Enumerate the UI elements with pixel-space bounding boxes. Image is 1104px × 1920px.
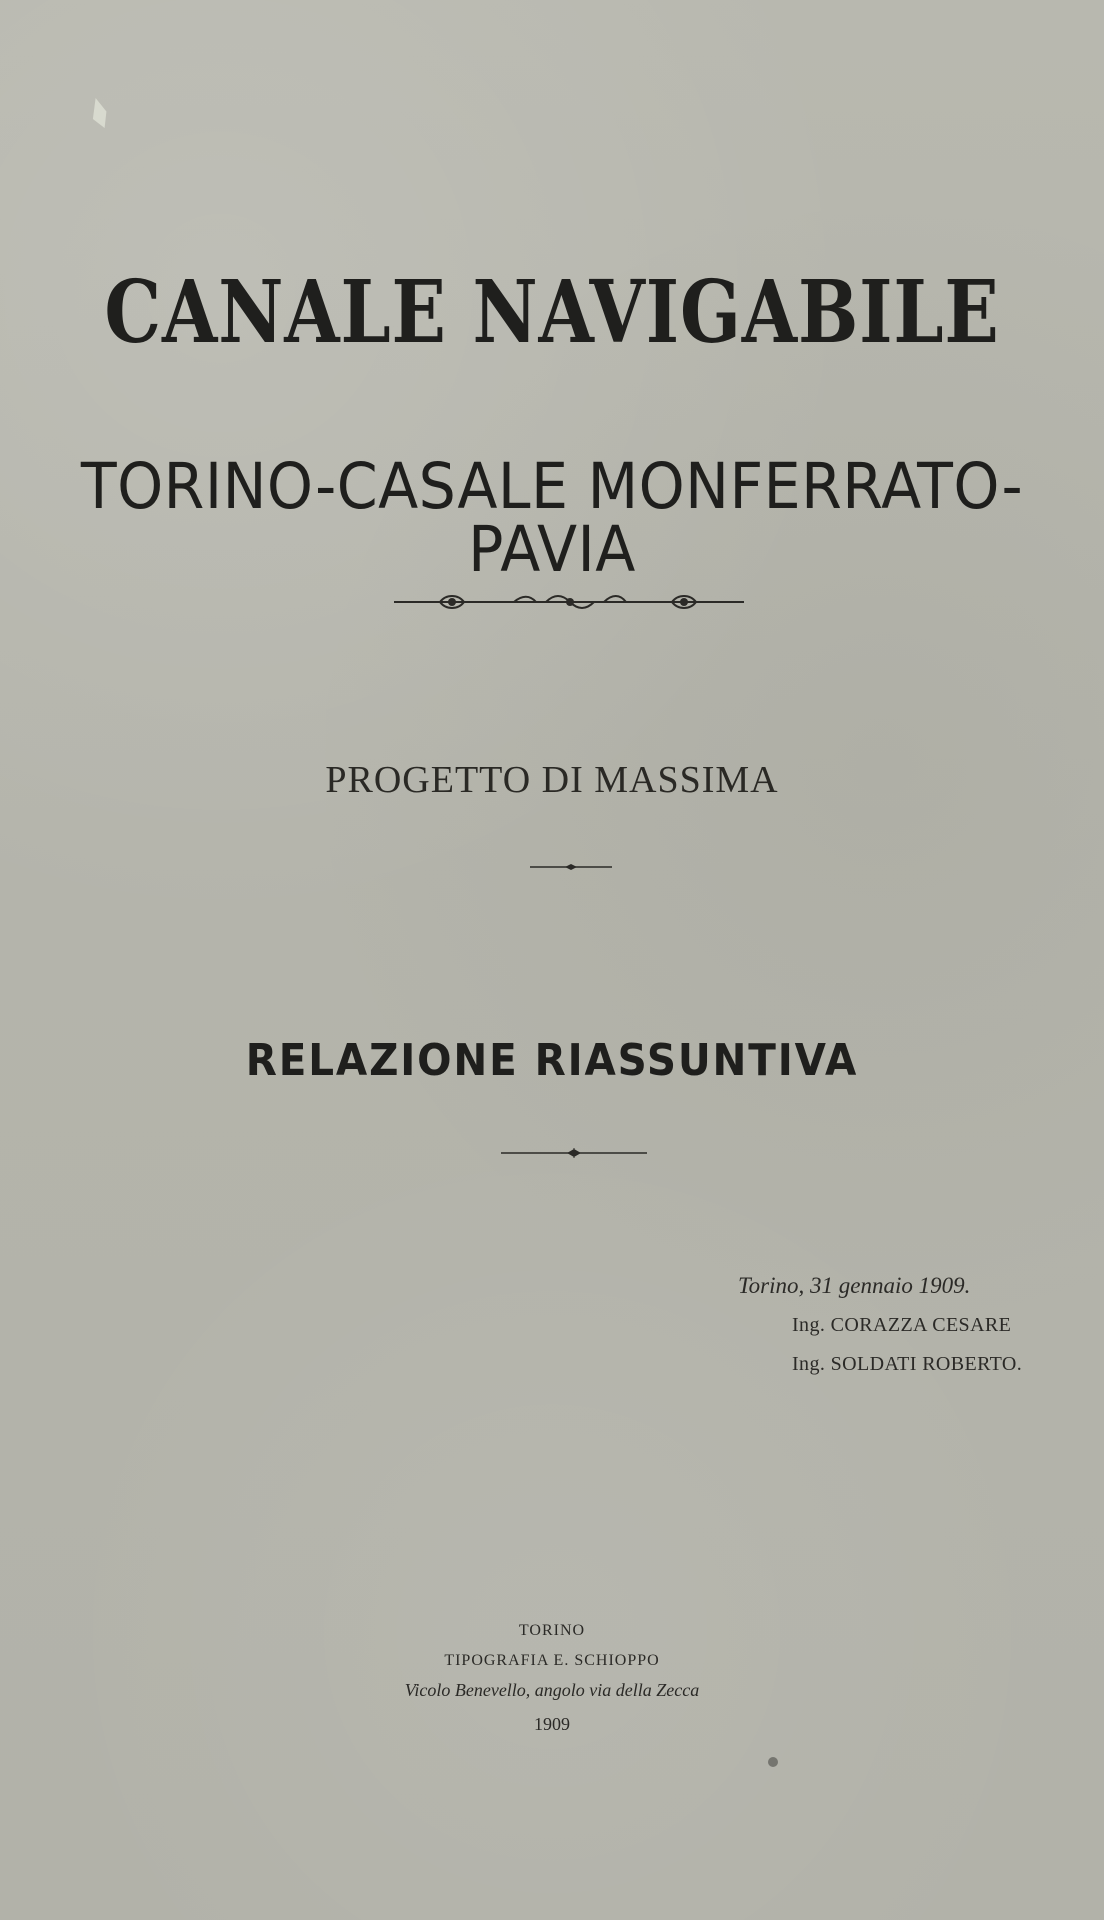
imprint-year: 1909	[534, 1714, 570, 1734]
imprint-city: TORINO	[518, 1622, 586, 1639]
ink-mark	[768, 1757, 778, 1767]
imprint-address: Vicolo Benevello, angolo via della Zecca	[404, 1680, 700, 1700]
section-title: RELAZIONE RIASSUNTIVA	[245, 1035, 859, 1086]
signature-date: Torino, 31 gennaio 1909.	[738, 1273, 971, 1298]
decorative-rule-lower	[501, 1147, 647, 1159]
imprint-printer: TIPOGRAFIA E. SCHIOPPO	[444, 1652, 660, 1669]
signature-name-1: Ing. CORAZZA CESARE	[792, 1314, 1012, 1336]
decorative-rule-middle	[530, 862, 612, 872]
signature-name-2: Ing. SOLDATI ROBERTO.	[792, 1353, 1023, 1375]
decorative-rule-top	[394, 590, 744, 614]
route-title: TORINO-CASALE MONFERRATO-PAVIA	[80, 450, 1024, 586]
project-subtitle: PROGETTO DI MASSIMA	[325, 759, 779, 801]
paper-speck	[92, 98, 110, 128]
main-title: CANALE NAVIGABILE	[104, 262, 1000, 363]
